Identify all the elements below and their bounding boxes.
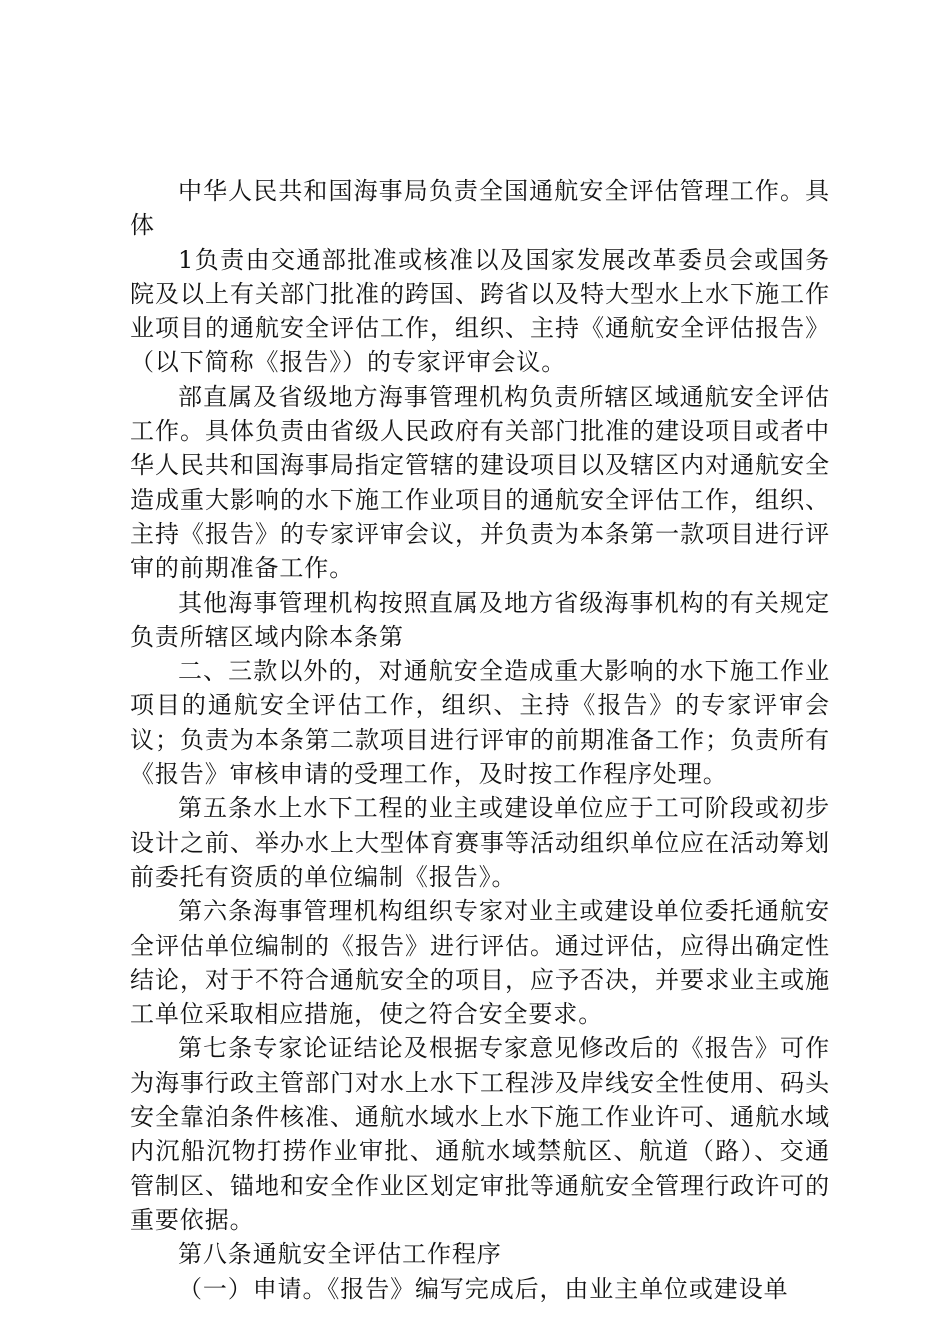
paragraph-article-8-heading: 第八条通航安全评估工作程序 — [178, 1240, 502, 1269]
paragraph-1: 中华人民共和国海事局负责全国通航安全评估管理工作。具体 — [130, 177, 830, 240]
paragraph-application: （一）申请。《报告》编写完成后，由业主单位或建设单 — [178, 1274, 789, 1303]
paragraph-4: 其他海事管理机构按照直属及地方省级海事机构的有关规定负责所辖区域内除本条第 — [130, 588, 830, 651]
paragraph-3: 部直属及省级地方海事管理机构负责所辖区域通航安全评估工作。具体负责由省级人民政府有关部门批准的建设项目或者中华人民共和国海事局指定管辖的建设项目以及辖区内对通航安全造成重大影响的水下施工作业项目的通航安全评估工作，组织、主持《报告》的专家评审会议，并负责为本条第一款项目进行评审的前期准备工作。 — [130, 382, 830, 583]
paragraph-article-6: 第六条海事管理机构组织专家对业主或建设单位委托通航安全评估单位编制的《报告》进行评估。通过评估，应得出确定性结论，对于不符合通航安全的项目，应予否决，并要求业主或施工单位采取相应措施，使之符合安全要求。 — [130, 897, 830, 1029]
paragraph-article-5: 第五条水上水下工程的业主或建设单位应于工可阶段或初步设计之前、举办水上大型体育赛事等活动组织单位应在活动筹划前委托有资质的单位编制《报告》。 — [130, 794, 830, 891]
paragraph-article-7: 第七条专家论证结论及根据专家意见修改后的《报告》可作为海事行政主管部门对水上水下工程涉及岸线安全性使用、码头安全靠泊条件核准、通航水域水上水下施工作业许可、通航水域内沉船沉物打捞作业审批、通航水域禁航区、航道（路）、交通管制区、锚地和安全作业区划定审批等通航安全管理行政许可的重要依据。 — [130, 1034, 830, 1234]
paragraph-5: 二、三款以外的，对通航安全造成重大影响的水下施工作业项目的通航安全评估工作，组织、主持《报告》的专家评审会议；负责为本条第二款项目进行评审的前期准备工作；负责所有《报告》审核申请的受理工作，及时按工作程序处理。 — [130, 657, 830, 789]
paragraph-2: 1负责由交通部批准或核准以及国家发展改革委员会或国务院及以上有关部门批准的跨国、跨省以及特大型水上水下施工作业项目的通航安全评估工作，组织、主持《通航安全评估报告》（以下简称《报告》）的专家评审会议。 — [130, 245, 830, 377]
document-body — [130, 174, 830, 1306]
